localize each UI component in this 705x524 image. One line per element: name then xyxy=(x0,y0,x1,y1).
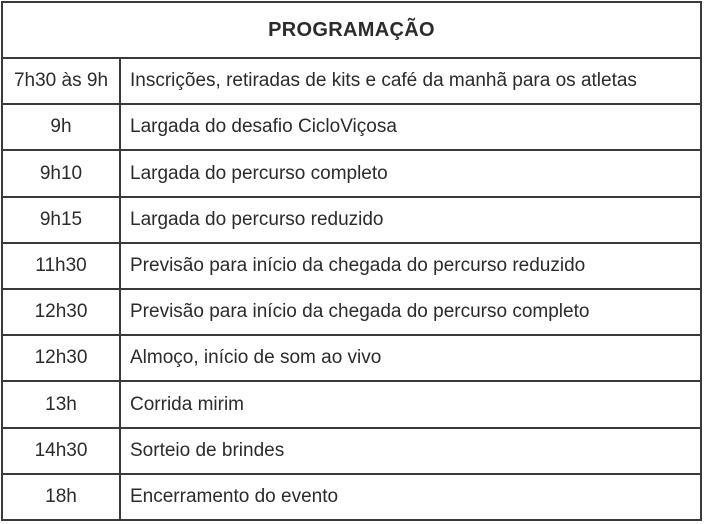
event-cell: Previsão para início da chegada do percurso completo xyxy=(130,301,590,323)
time-cell: 9h15 xyxy=(3,198,121,242)
schedule-row xyxy=(3,105,700,151)
schedule-table xyxy=(1,1,702,521)
schedule-row xyxy=(3,290,700,336)
event-cell: Encerramento do evento xyxy=(130,485,339,507)
time-cell: 11h30 xyxy=(3,244,121,288)
schedule-row xyxy=(3,336,700,382)
schedule-title: PROGRAMAÇÃO xyxy=(268,18,435,41)
schedule-row xyxy=(3,244,700,290)
time-cell: 7h30 às 9h xyxy=(3,59,121,103)
schedule-row xyxy=(3,429,700,475)
schedule-row xyxy=(3,151,700,197)
time-cell: 14h30 xyxy=(3,429,121,473)
event-cell: Largada do percurso reduzido xyxy=(130,208,384,230)
schedule-rows xyxy=(3,59,700,519)
schedule-row xyxy=(3,475,700,519)
time-cell: 13h xyxy=(3,382,121,426)
time-cell: 9h10 xyxy=(3,151,121,195)
schedule-row xyxy=(3,59,700,105)
time-cell: 9h xyxy=(3,105,121,149)
event-cell: Almoço, início de som ao vivo xyxy=(130,347,382,369)
event-cell: Largada do percurso completo xyxy=(130,162,388,184)
time-cell: 12h30 xyxy=(3,290,121,334)
event-cell: Sorteio de brindes xyxy=(130,439,285,461)
event-cell: Inscrições, retiradas de kits e café da manhã para os atletas xyxy=(130,70,637,92)
schedule-row xyxy=(3,198,700,244)
time-cell: 18h xyxy=(3,475,121,519)
event-cell: Corrida mirim xyxy=(130,393,244,415)
title-row xyxy=(3,3,700,59)
event-cell: Largada do desafio CicloViçosa xyxy=(130,116,397,138)
schedule-row xyxy=(3,382,700,428)
time-cell: 12h30 xyxy=(3,336,121,380)
event-cell: Previsão para início da chegada do percurso reduzido xyxy=(130,254,586,276)
